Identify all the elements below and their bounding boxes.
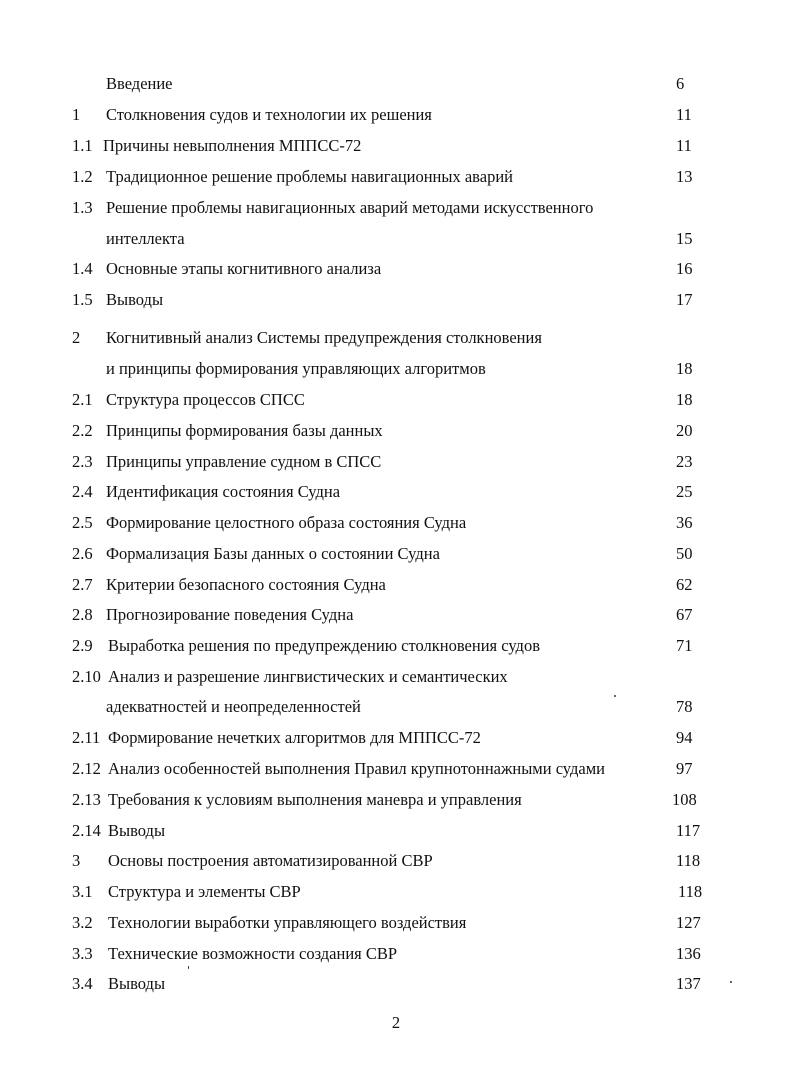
toc-entry (0, 787, 792, 813)
toc-entry-number: 2.9 (72, 636, 93, 655)
scan-speck (730, 981, 732, 983)
toc-entry-title: Идентификация состояния Судна (106, 482, 341, 501)
toc-entry (0, 287, 792, 313)
toc-entry-number: 2.7 (72, 575, 93, 594)
toc-entry-number: 2.11 (72, 728, 101, 747)
toc-entry (0, 848, 792, 874)
toc-entry-page: 62 (676, 575, 693, 594)
toc-entry (0, 941, 792, 967)
toc-entry (0, 418, 792, 444)
toc-entry-title: Традиционное решение проблемы навигационных аварий (106, 167, 513, 186)
toc-entry-number: 1.1 (72, 136, 93, 155)
toc-entry-page: 18 (676, 359, 693, 378)
toc-entry-page: 71 (676, 636, 693, 655)
toc-entry-title: Выработка решения по предупреждению столкновения судов (108, 636, 540, 655)
toc-entry-title: адекватностей и неопределенностей (106, 697, 361, 716)
toc-entry (0, 664, 792, 690)
toc-entry-title: Формализация Базы данных о состоянии Судна (106, 544, 440, 563)
toc-entry-page: 117 (676, 821, 701, 840)
toc-entry-page: 67 (676, 605, 693, 624)
toc-entry-page: 13 (676, 167, 693, 186)
toc-entry-title: Выводы (108, 974, 166, 993)
toc-entry-page: 137 (676, 974, 701, 993)
toc-entry (0, 694, 792, 720)
toc-entry (0, 102, 792, 128)
toc-entry-title: Формирование целостного образа состояния Судна (106, 513, 467, 532)
toc-entry-title: Причины невыполнения МППСС-72 (103, 136, 362, 155)
toc-entry-number: 2.8 (72, 605, 93, 624)
toc-entry-title: Выводы (108, 821, 166, 840)
toc-entry-page: 78 (676, 697, 693, 716)
toc-entry-page: 6 (676, 74, 685, 93)
toc-entry-title: Решение проблемы навигационных аварий методами искусственного (106, 198, 594, 217)
toc-entry-number: 1 (72, 105, 81, 124)
toc-entry-title: Когнитивный анализ Системы предупреждения столкновения (106, 328, 542, 347)
toc-entry-number: 2.5 (72, 513, 93, 532)
toc-entry (0, 510, 792, 536)
toc-entry (0, 756, 792, 782)
toc-entry-number: 2.6 (72, 544, 93, 563)
toc-entry (0, 195, 792, 221)
toc-entry (0, 633, 792, 659)
toc-entry-title: Принципы формирования базы данных (106, 421, 383, 440)
toc-entry-page: 50 (676, 544, 693, 563)
toc-entry-page: 15 (676, 229, 693, 248)
toc-entry (0, 71, 792, 97)
toc-entry-page: 127 (676, 913, 701, 932)
toc-entry-number: 2.4 (72, 482, 93, 501)
toc-entry-page: 25 (676, 482, 693, 501)
toc-entry (0, 818, 792, 844)
toc-entry-page: 17 (676, 290, 693, 309)
toc-entry (0, 879, 792, 905)
toc-entry-title: Введение (106, 74, 173, 93)
toc-entry (0, 602, 792, 628)
toc-entry-title: и принципы формирования управляющих алгоритмов (106, 359, 486, 378)
toc-entry-page: 118 (676, 851, 701, 870)
toc-entry-title: Критерии безопасного состояния Судна (106, 575, 386, 594)
toc-entry (0, 164, 792, 190)
toc-entry-title: Анализ особенностей выполнения Правил крупнотоннажными судами (108, 759, 605, 778)
page-number: 2 (391, 1013, 401, 1032)
toc-entry (0, 479, 792, 505)
toc-entry (0, 971, 792, 997)
toc-entry-page: 20 (676, 421, 693, 440)
toc-entry-title: Основные этапы когнитивного анализа (106, 259, 382, 278)
toc-entry-number: 3.3 (72, 944, 93, 963)
toc-entry (0, 256, 792, 282)
toc-entry-title: Технологии выработки управляющего воздействия (108, 913, 467, 932)
toc-entry-number: 2.3 (72, 452, 93, 471)
toc-entry-title: Формирование нечетких алгоритмов для МППСС-72 (108, 728, 481, 747)
toc-entry-number: 1.5 (72, 290, 93, 309)
toc-entry (0, 725, 792, 751)
toc-entry-number: 2.10 (72, 667, 101, 686)
toc-entry-title: Структура процессов СПСС (106, 390, 305, 409)
toc-entry (0, 910, 792, 936)
toc-entry-number: 3 (72, 851, 81, 870)
toc-entry-number: 1.2 (72, 167, 93, 186)
toc-entry-title: Анализ и разрешение лингвистических и семантических (108, 667, 508, 686)
toc-entry-number: 2 (72, 328, 81, 347)
toc-entry (0, 387, 792, 413)
toc-entry-title: Основы построения автоматизированной СВР (108, 851, 433, 870)
toc-entry-title: Прогнозирование поведения Судна (106, 605, 354, 624)
toc-entry-title: интеллекта (106, 229, 185, 248)
toc-entry-page: 36 (676, 513, 693, 532)
toc-entry-page: 16 (676, 259, 693, 278)
toc-entry-title: Структура и элементы СВР (108, 882, 301, 901)
toc-entry-page: 118 (678, 882, 703, 901)
toc-entry-page: 18 (676, 390, 693, 409)
toc-entry-number: 2.1 (72, 390, 93, 409)
toc-entry-title: Выводы (106, 290, 164, 309)
toc-entry-page: 11 (676, 105, 692, 124)
toc-entry-number: 2.13 (72, 790, 101, 809)
toc-entry (0, 325, 792, 351)
toc-entry-number: 1.3 (72, 198, 93, 217)
toc-entry (0, 541, 792, 567)
toc-entry-number: 3.4 (72, 974, 93, 993)
scan-speck (614, 695, 616, 697)
toc-entry-title: Столкновения судов и технологии их решения (106, 105, 432, 124)
toc-entry (0, 449, 792, 475)
toc-entry-number: 3.1 (72, 882, 93, 901)
toc-entry-page: 108 (672, 790, 697, 809)
toc-entry-page: 94 (676, 728, 693, 747)
toc-entry (0, 226, 792, 252)
toc-entry-number: 1.4 (72, 259, 93, 278)
scan-speck (188, 966, 189, 969)
toc-entry-page: 136 (676, 944, 701, 963)
toc-entry-title: Технические возможности создания СВР (108, 944, 398, 963)
toc-entry-number: 2.2 (72, 421, 93, 440)
toc-entry (0, 356, 792, 382)
toc-entry-page: 97 (676, 759, 693, 778)
toc-entry-page: 23 (676, 452, 693, 471)
toc-entry-number: 3.2 (72, 913, 93, 932)
toc-entry-title: Требования к условиям выполнения маневра и управления (108, 790, 522, 809)
toc-entry-title: Принципы управление судном в СПСС (106, 452, 382, 471)
toc-entry-page: 11 (676, 136, 692, 155)
toc-entry-number: 2.12 (72, 759, 101, 778)
toc-entry (0, 133, 792, 159)
toc-entry-number: 2.14 (72, 821, 101, 840)
toc-entry (0, 572, 792, 598)
